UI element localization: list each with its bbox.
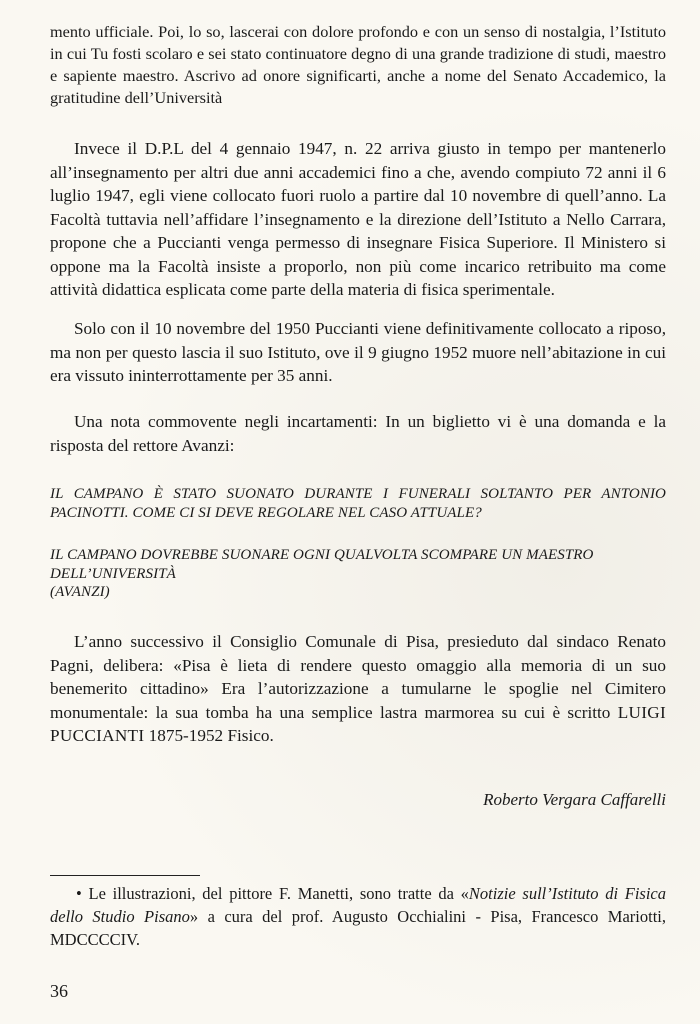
paragraph-council-text: L’anno successivo il Consiglio Comunale di Pisa, presieduto dal sindaco Renato Pagni, delibera: «Pisa è lieta di rendere questo omaggio alla memoria di un suo benemerito cittadino» Era l’autorizzazione a tumularne le spoglie nel Cimitero monumentale: la sua tomba ha una semplice lastra marmorea su cui è scritto [50,632,666,722]
paragraph-council-decision [50,630,666,748]
footnote-cited-title: Notizie sull’Istituto di Fisica dello Studio Pisano [50,884,667,926]
footnote-bullet: • [76,884,82,903]
author-signature: Roberto Vergara Caffarelli [483,790,666,809]
footnote-text-end: » a cura del prof. Augusto Occhialini - Pisa, Francesco Mariotti, MDCCCCIV. [50,907,667,949]
tomb-inscription-dates: 1875-1952 Fisico. [148,726,274,745]
paragraph-retirement: Solo con il 10 novembre del 1950 Puccianti viene definitivamente collocato a riposo, ma non per questo lascia il suo Istituto, ove il 9 giugno 1952 muore nell’abitazione in cui era vissuto ininterrottamente per 35 anni. [50,319,666,385]
footnote-text-start: Le illustrazioni, del pittore F. Manetti, sono tratte da « [88,884,469,903]
paragraph-letter-ending: mento ufficiale. Poi, lo so, lascerai con dolore profondo e con un senso di nostalgia, l’Istituto in cui Tu fosti scolaro e sei stato continuatore degno di una grande tradizione di studi, maestro e sapiente maestro. Ascrivo ad onore significarti, anche a nome del Senato Accademico, la gratitudine dell’Università [50,22,666,107]
footnote [50,882,666,951]
paragraph-dpl-decree: Invece il D.P.L del 4 gennaio 1947, n. 22 arriva giusto in tempo per mantenerlo all’insegnamento per altri due anni accademici fino a che, avendo compiuto 72 anni il 6 luglio 1947, egli viene collocato fuori ruolo a partire dal 10 novembre di quell’anno. La Facoltà tuttavia nell’affidare l’insegnamento e la direzione dell’Istituto a Nello Carrara, propone che a Puccianti venga permesso di insegnare Fisica Superiore. Il Ministero si oppone ma la Facoltà insiste a proporlo, non più come incarico retribuito ma come attività didattica esplicata come parte della materia di fisica sperimentale. [50,139,666,299]
footnote-divider [50,875,200,876]
quote-answer-line-2: DELL’UNIVERSITÀ [50,565,176,582]
quote-answer [50,546,666,602]
tomb-inscription-name: LUIGI PUCCIANTI [50,702,666,745]
quote-question: IL CAMPANO È STATO SUONATO DURANTE I FUNERALI SOLTANTO PER ANTONIO PACINOTTI. COME CI SI DEVE REGOLARE NEL CASO ATTUALE? [50,486,666,521]
page-number: 36 [50,981,68,1001]
paragraph-note-intro: Una nota commovente negli incartamenti: In un biglietto vi è una domanda e la risposta del rettore Avanzi: [50,412,666,455]
quote-answer-line-3: (AVANZI) [50,584,110,600]
quote-answer-line-1: IL CAMPANO DOVREBBE SUONARE OGNI QUALVOLTA SCOMPARE UN MAESTRO [50,547,594,563]
